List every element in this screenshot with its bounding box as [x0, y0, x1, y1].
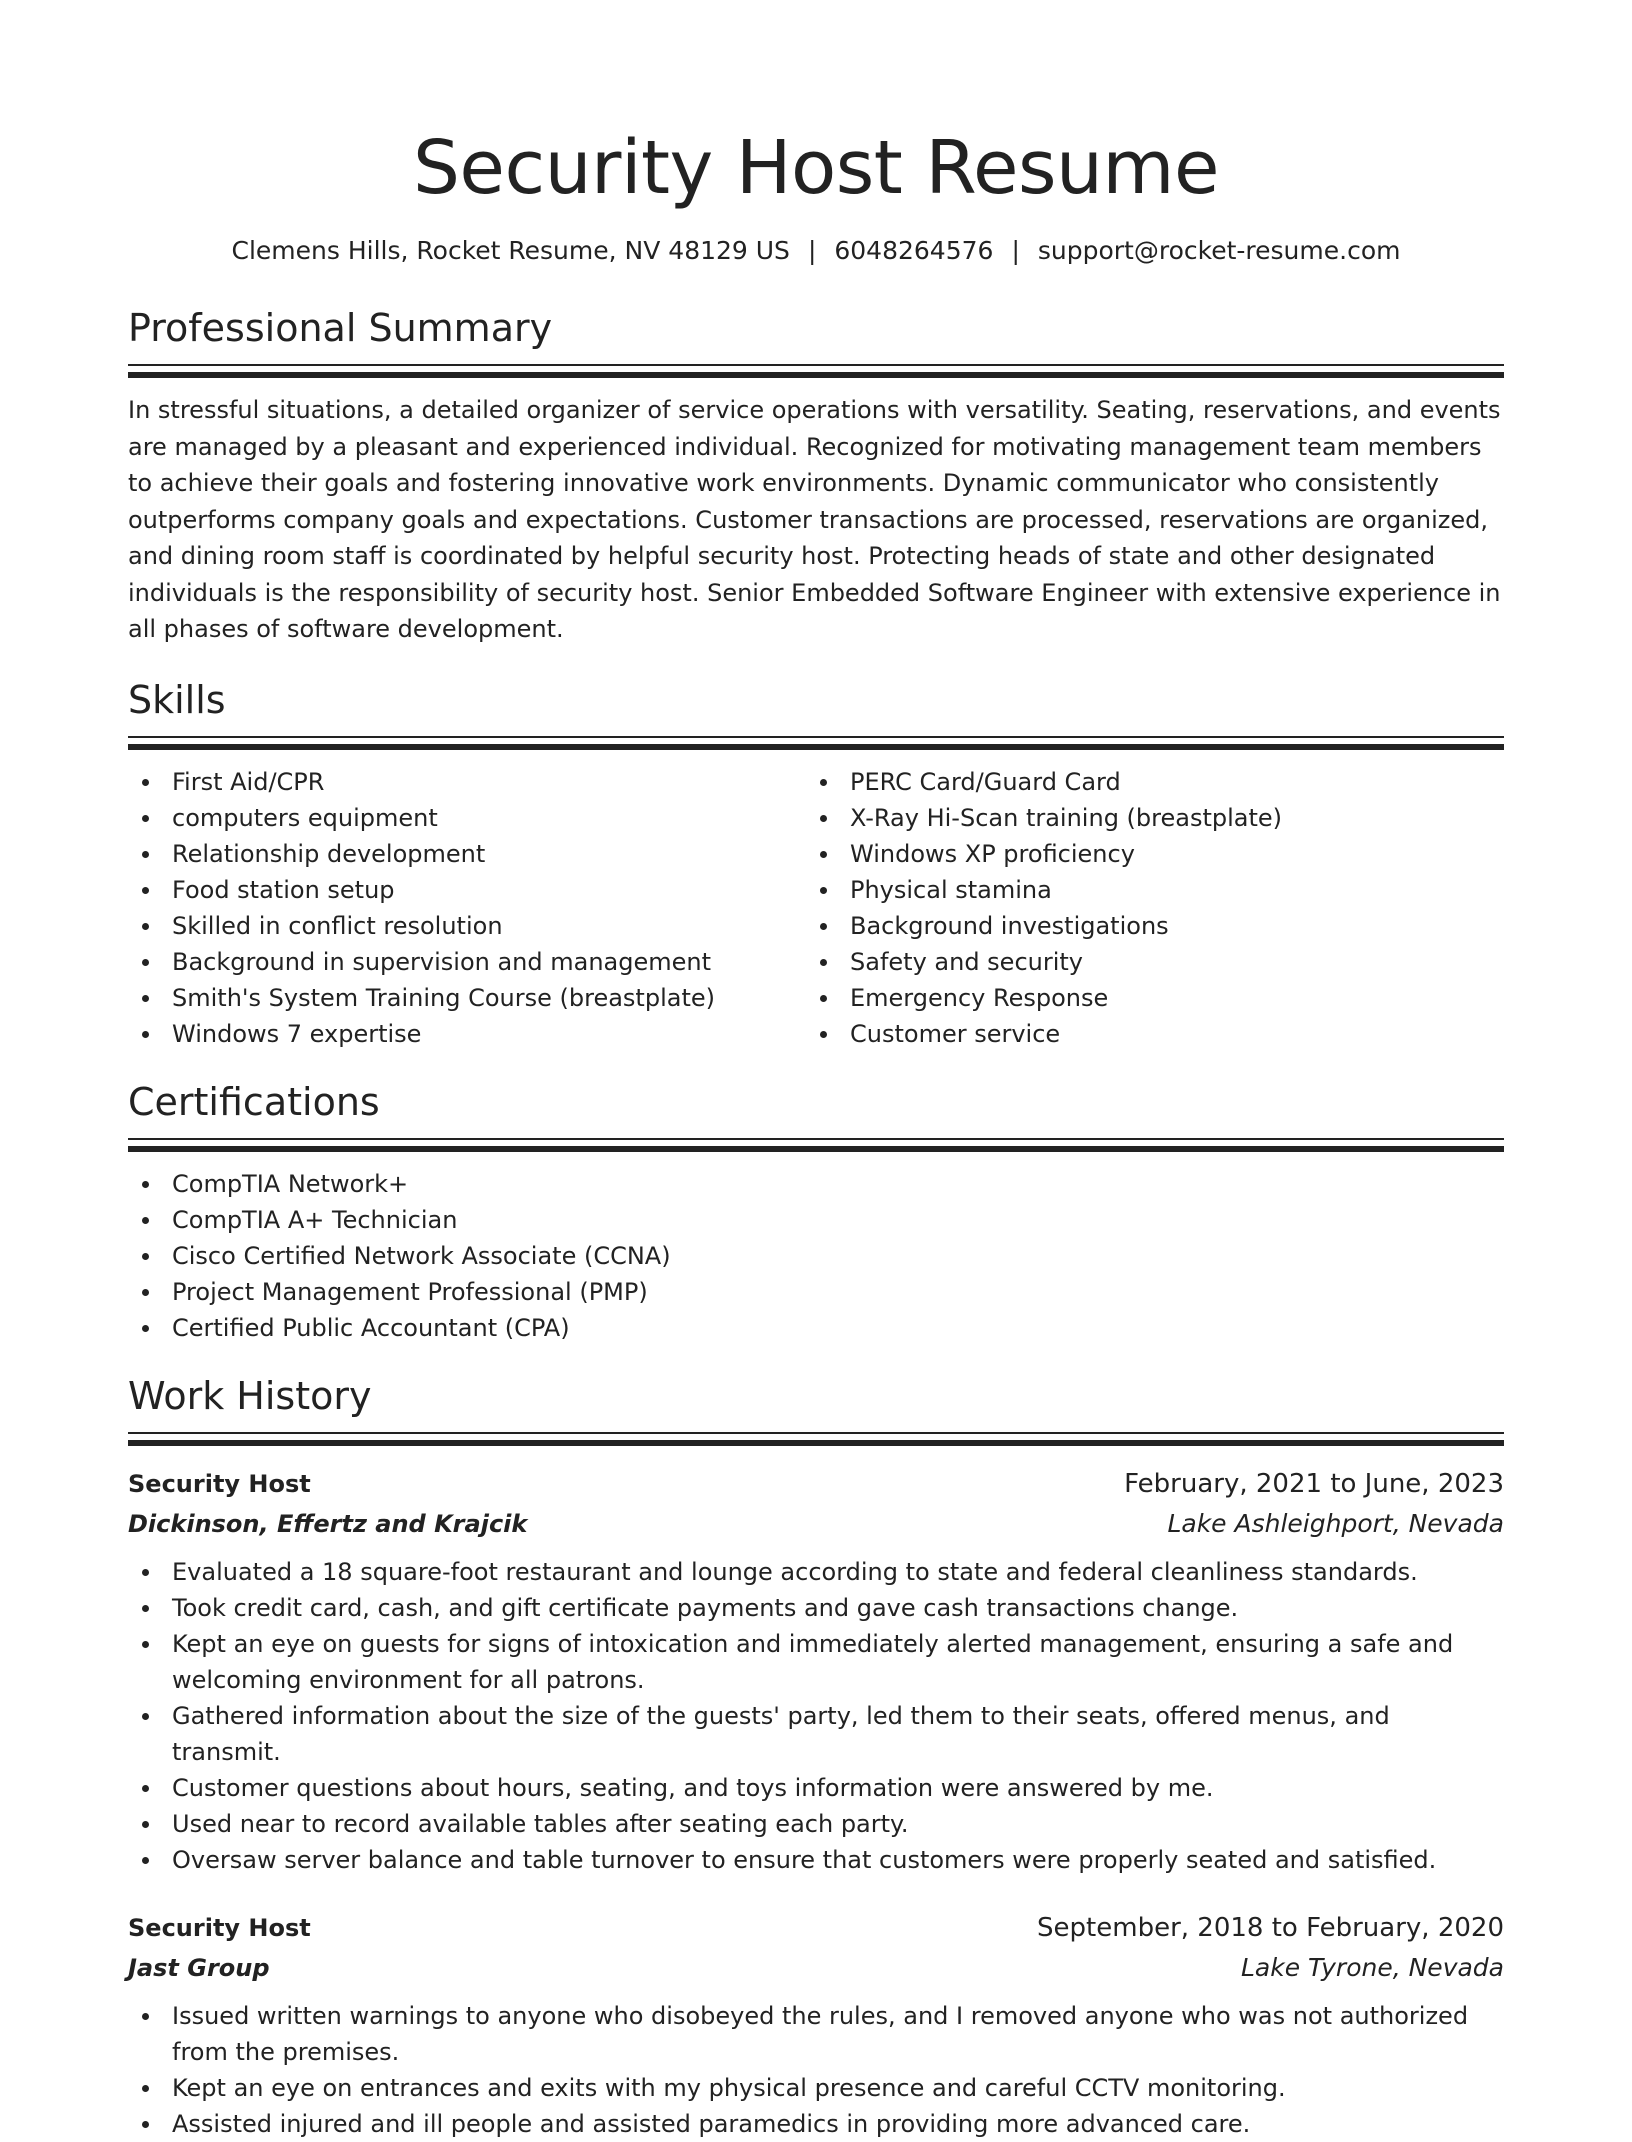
- skills-list-left: [128, 764, 806, 1052]
- skill-item: Background investigations: [806, 908, 1484, 944]
- skill-item: X-Ray Hi-Scan training (breastplate): [806, 800, 1484, 836]
- job-duty-item: Assisted injured and ill people and assisted paramedics in providing more advanced care.: [128, 2106, 1504, 2142]
- job-dates: September, 2018 to February, 2020: [1037, 1912, 1504, 1943]
- job-location: Lake Ashleighport, Nevada: [1167, 1508, 1504, 1538]
- summary-heading: Professional Summary: [128, 306, 553, 350]
- certification-item: CompTIA Network+: [128, 1166, 1504, 1202]
- skill-item: Physical stamina: [806, 872, 1484, 908]
- contact-phone: 6048264576: [834, 236, 994, 265]
- summary-text: In stressful situations, a detailed organizer of service operations with versatility. Seating, reservations, and events are managed by a pleasant and experienced individual. Recognized for motivating management team members to achieve their goals and fostering innovative work environments. Dynamic communicator who consistently outperforms company goals and expectations. Customer transactions are processed, reservations are organized, and dining room staff is coordinated by helpful security host. Protecting heads of state and other designated individuals is the responsibility of security host. Senior Embedded Software Engineer with extensive experience in all phases of software development.: [128, 396, 1501, 643]
- skills-heading: Skills: [128, 677, 226, 722]
- work-history-section: [128, 1372, 1504, 2142]
- section-divider: [128, 364, 1504, 378]
- job-duties-list: [128, 1998, 1504, 2142]
- skill-item: First Aid/CPR: [128, 764, 806, 800]
- section-divider: [128, 1432, 1504, 1446]
- skills-list-right: [806, 764, 1484, 1052]
- job-entry: [128, 1464, 1504, 1878]
- contact-separator: |: [807, 236, 817, 265]
- job-title: Security Host: [128, 1913, 311, 1942]
- contact-email: support@rocket-resume.com: [1037, 236, 1401, 265]
- job-duty-item: Gathered information about the size of the guests' party, led them to their seats, offered menus, and transmit.: [128, 1698, 1504, 1770]
- skill-item: Safety and security: [806, 944, 1484, 980]
- work-history-heading: Work History: [128, 1373, 372, 1418]
- section-divider: [128, 736, 1504, 750]
- certifications-list: [128, 1166, 1504, 1346]
- skill-item: Food station setup: [128, 872, 806, 908]
- job-dates: February, 2021 to June, 2023: [1124, 1468, 1504, 1499]
- certification-item: Project Management Professional (PMP): [128, 1274, 1504, 1310]
- job-duty-item: Oversaw server balance and table turnover to ensure that customers were properly seated and satisfied.: [128, 1842, 1504, 1878]
- skill-item: PERC Card/Guard Card: [806, 764, 1484, 800]
- job-employer-row: [128, 1504, 1504, 1544]
- job-duty-item: Issued written warnings to anyone who disobeyed the rules, and I removed anyone who was not authorized from the premises.: [128, 1998, 1504, 2070]
- certifications-heading: Certifications: [128, 1079, 380, 1124]
- job-company: Dickinson, Effertz and Krajcik: [128, 1509, 528, 1538]
- skill-item: Windows 7 expertise: [128, 1016, 806, 1052]
- summary-section: [128, 304, 1504, 648]
- contact-separator: |: [1011, 236, 1020, 265]
- job-entry: [128, 1908, 1504, 2142]
- certifications-section: [128, 1078, 1504, 1346]
- skill-item: Emergency Response: [806, 980, 1484, 1016]
- skills-grid: [128, 764, 1504, 1052]
- section-divider: [128, 1138, 1504, 1152]
- skill-item: Relationship development: [128, 836, 806, 872]
- job-duty-item: Took credit card, cash, and gift certificate payments and gave cash transactions change.: [128, 1590, 1504, 1626]
- certification-item: Cisco Certified Network Associate (CCNA): [128, 1238, 1504, 1274]
- job-duty-item: Kept an eye on guests for signs of intoxication and immediately alerted management, ensuring a safe and welcoming environment for all patrons.: [128, 1626, 1504, 1698]
- job-location: Lake Tyrone, Nevada: [1240, 1952, 1504, 1982]
- resume-title: Security Host Resume: [412, 125, 1220, 211]
- skill-item: computers equipment: [128, 800, 806, 836]
- certification-item: CompTIA A+ Technician: [128, 1202, 1504, 1238]
- skill-item: Smith's System Training Course (breastplate): [128, 980, 806, 1016]
- skills-section: [128, 676, 1504, 1052]
- contact-address: Clemens Hills, Rocket Resume, NV 48129 US: [231, 236, 790, 265]
- skill-item: Windows XP proficiency: [806, 836, 1484, 872]
- job-duties-list: [128, 1554, 1504, 1878]
- job-employer-row: [128, 1948, 1504, 1988]
- certification-item: Certified Public Accountant (CPA): [128, 1310, 1504, 1346]
- skill-item: Customer service: [806, 1016, 1484, 1052]
- job-duty-item: Evaluated a 18 square-foot restaurant and lounge according to state and federal cleanliness standards.: [128, 1554, 1504, 1590]
- job-duty-item: Used near to record available tables after seating each party.: [128, 1806, 1504, 1842]
- contact-line: [128, 234, 1504, 268]
- job-company: Jast Group: [128, 1953, 270, 1982]
- skill-item: Skilled in conflict resolution: [128, 908, 806, 944]
- job-title: Security Host: [128, 1469, 311, 1498]
- job-header-row: [128, 1908, 1504, 1948]
- job-header-row: [128, 1464, 1504, 1504]
- job-duty-item: Kept an eye on entrances and exits with my physical presence and careful CCTV monitoring.: [128, 2070, 1504, 2106]
- skill-item: Background in supervision and management: [128, 944, 806, 980]
- job-duty-item: Customer questions about hours, seating, and toys information were answered by me.: [128, 1770, 1504, 1806]
